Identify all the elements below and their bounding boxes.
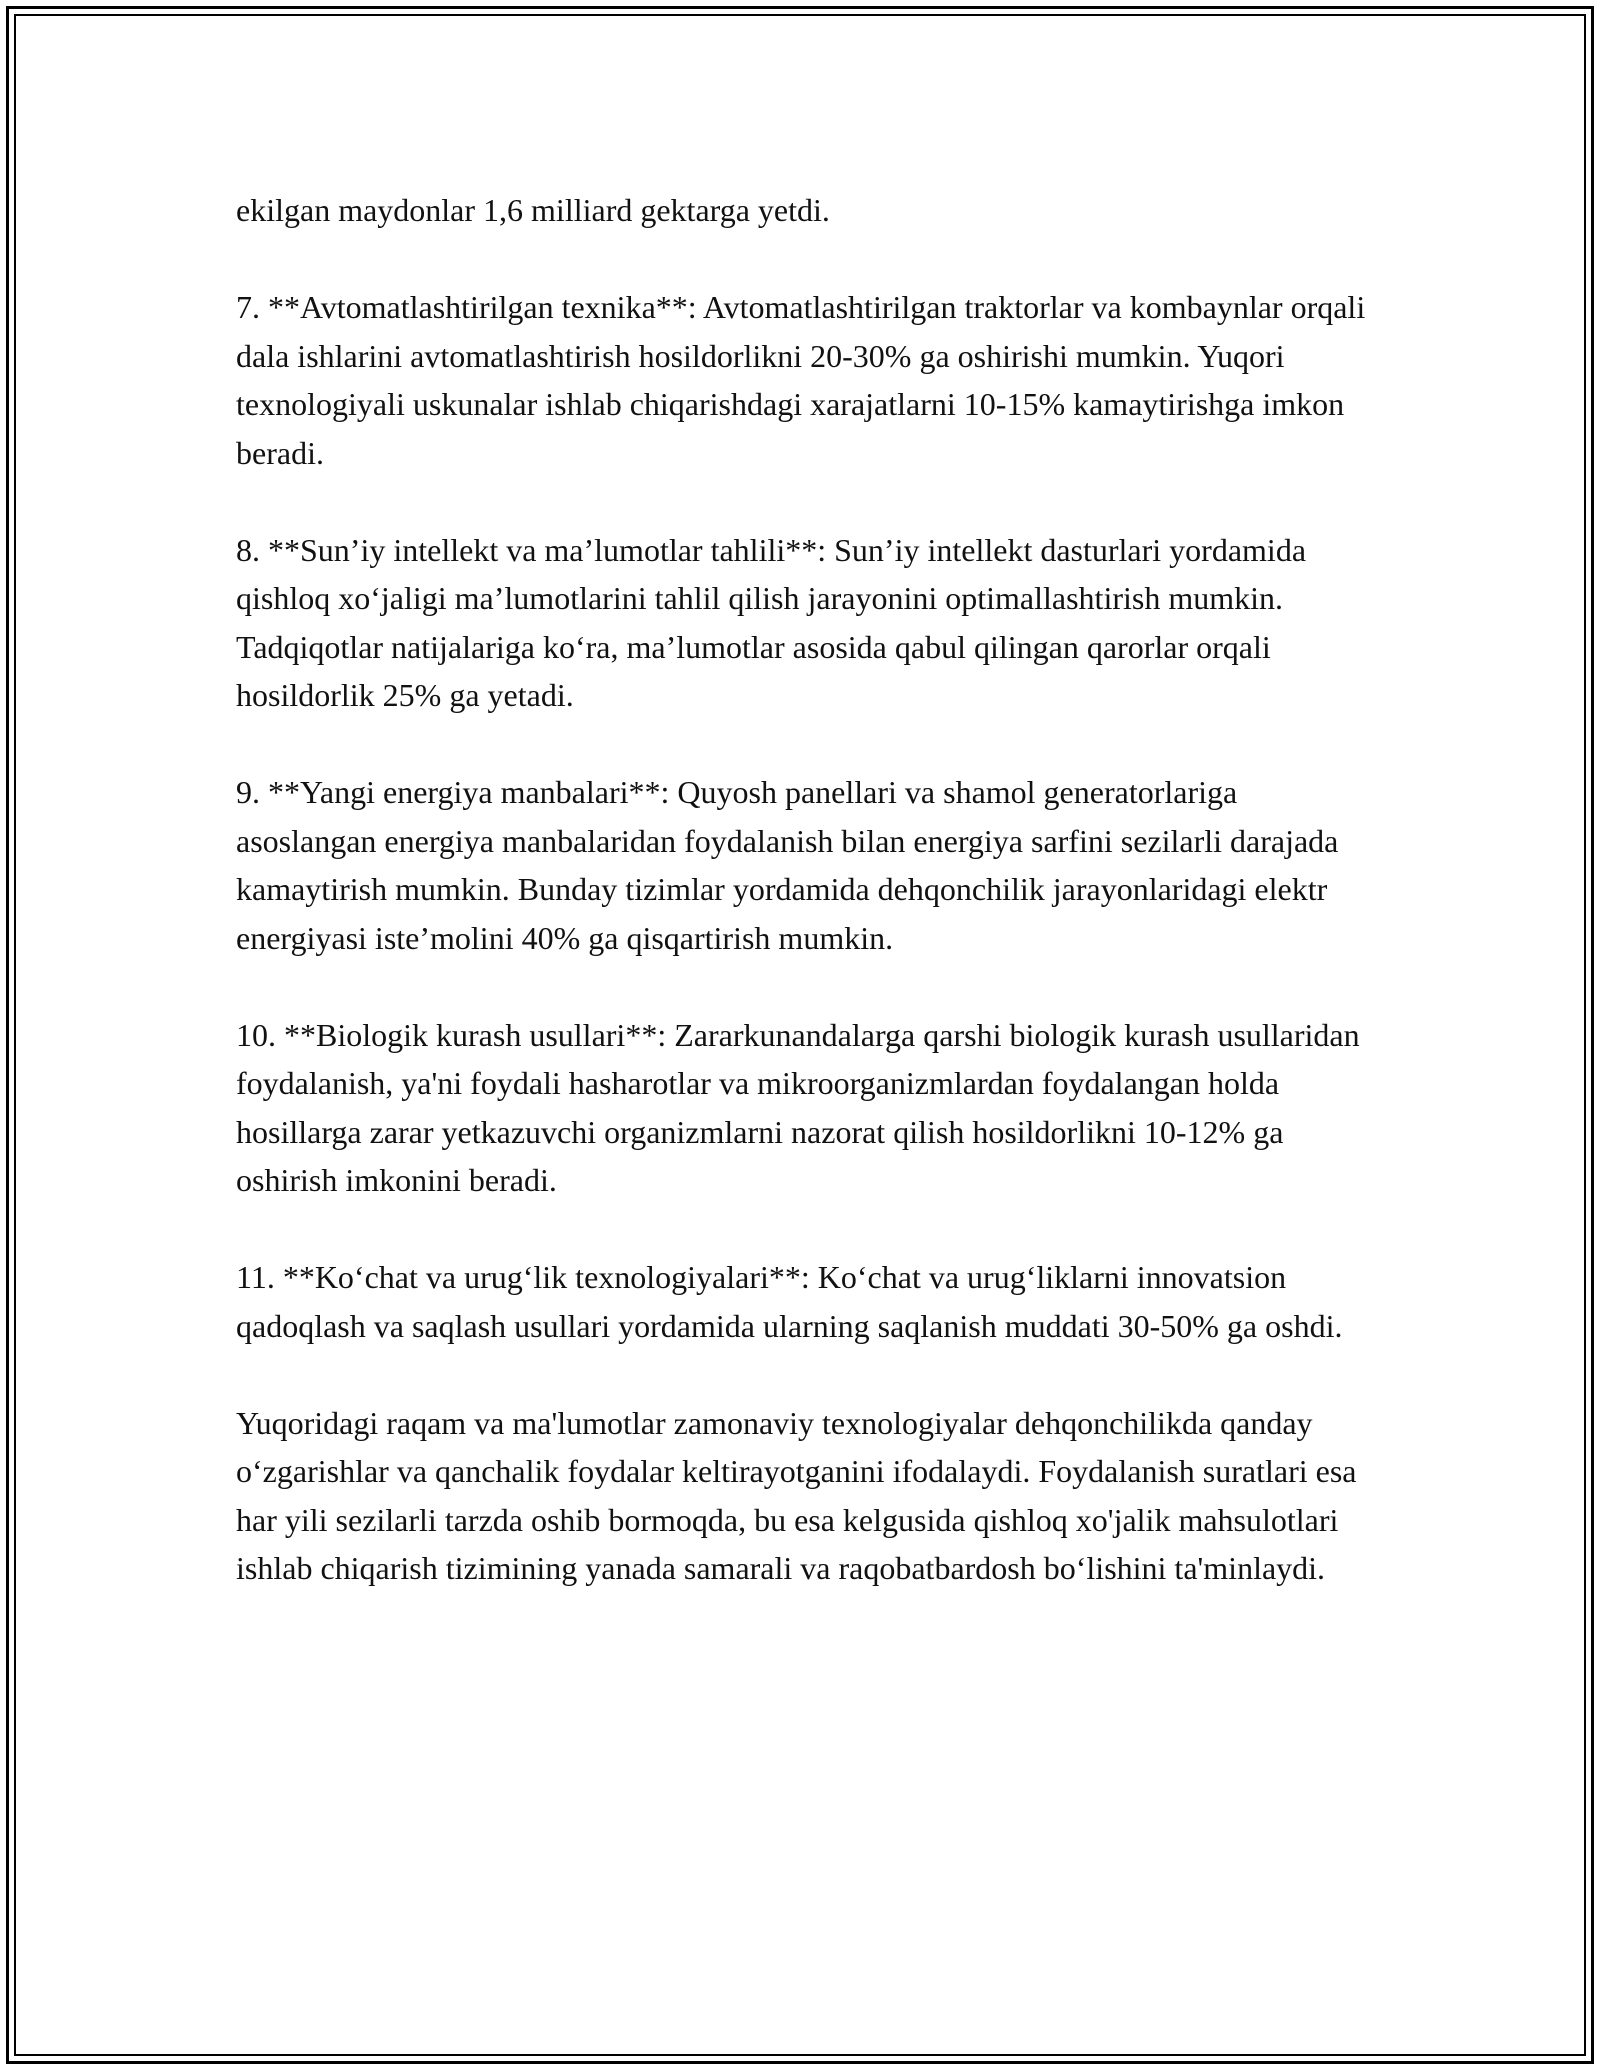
document-body [236,186,1366,1641]
paragraph-item-8: 8. **Sun’iy intellekt va ma’lumotlar tahlili**: Sun’iy intellekt dasturlari yordamida qishloq xo‘jaligi ma’lumotlarini tahlil qilish jarayonini optimallashtirish mumkin. Tadqiqotlar natijalariga ko‘ra, ma’lumotlar asosida qabul qilingan qarorlar orqali hosildorlik 25% ga yetadi. [236,531,1307,713]
paragraph-item-11: 11. **Ko‘chat va urug‘lik texnologiyalari**: Ko‘chat va urug‘liklarni innovatsion qadoqlash va saqlash usullari yordamida ularning saqlanish muddati 30-50% ga oshdi. [236,1259,1343,1344]
paragraph-item-10: 10. **Biologik kurash usullari**: Zararkunandalarga qarshi biologik kurash usullaridan foydalanish, ya'ni foydali hasharotlar va mikroorganizmlardan foydalangan holda hosillarga zarar yetkazuvchi organizmlarni nazorat qilish hosildorlikni 10-12% ga oshirish imkonini beradi. [236,1016,1360,1198]
paragraph-conclusion: Yuqoridagi raqam va ma'lumotlar zamonaviy texnologiyalar dehqonchilikda qanday o‘zgarishlar va qanchalik foydalar keltirayotganini ifodalaydi. Foydalanish suratlari esa har yili sezilarli tarzda oshib bormoqda, bu esa kelgusida qishloq xo'jalik mahsulotlari ishlab chiqarish tizimining yanada samarali va raqobatbardosh bo‘lishini ta'minlaydi. [236,1404,1357,1586]
paragraph-intro-continuation: ekilgan maydonlar 1,6 milliard gektarga yetdi. [236,192,830,228]
paragraph-item-7: 7. **Avtomatlashtirilgan texnika**: Avtomatlashtirilgan traktorlar va kombaynlar orqali dala ishlarini avtomatlashtirish hosildorlikni 20-30% ga oshirishi mumkin. Yuqori texnologiyali uskunalar ishlab chiqarishdagi xarajatlarni 10-15% kamaytirishga imkon beradi. [236,289,1366,471]
paragraph-item-9: 9. **Yangi energiya manbalari**: Quyosh panellari va shamol generatorlariga asoslangan energiya manbalaridan foydalanish bilan energiya sarfini sezilarli darajada kamaytirish mumkin. Bunday tizimlar yordamida dehqonchilik jarayonlaridagi elektr energiyasi iste’molini 40% ga qisqartirish mumkin. [236,774,1339,956]
